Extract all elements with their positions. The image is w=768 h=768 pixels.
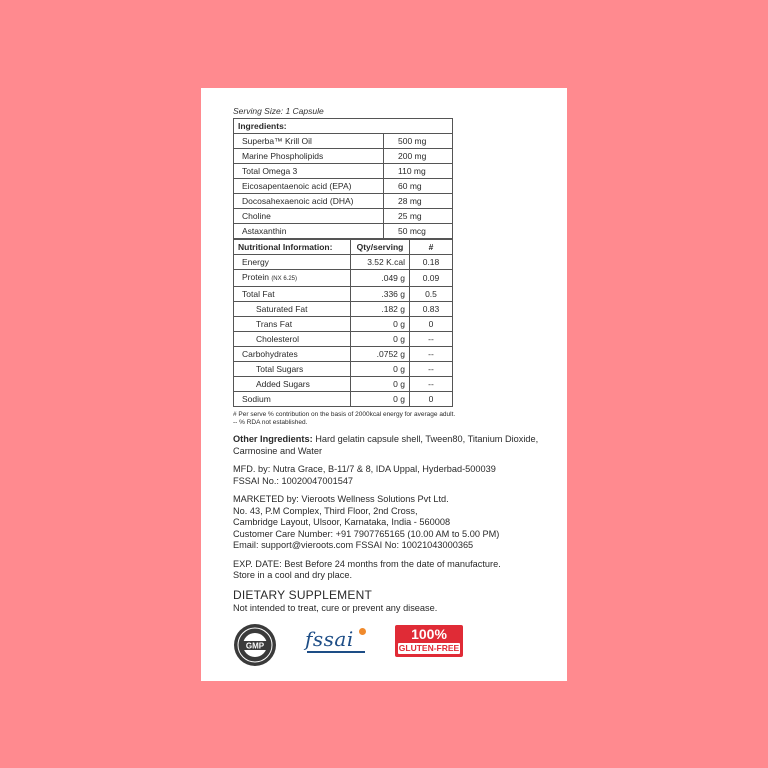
nutrition-header-name: Nutritional Information: — [234, 240, 351, 255]
ingredient-name: Astaxanthin — [234, 224, 384, 239]
ingredient-name: Superba™ Krill Oil — [234, 134, 384, 149]
nutrition-header-rda: # — [410, 240, 453, 255]
nutrition-header-qty: Qty/serving — [351, 240, 410, 255]
ingredients-table — [233, 118, 453, 239]
ingredient-row — [234, 194, 453, 209]
nutrient-qty: .182 g — [351, 302, 410, 317]
other-ingredients-label: Other Ingredients: — [233, 434, 313, 444]
nutrient-name-text: Energy — [242, 257, 269, 267]
ingredient-name: Total Omega 3 — [234, 164, 384, 179]
fssai-logo: fssai — [305, 627, 354, 651]
nutrient-rda: 0 — [410, 317, 453, 332]
nutrition-row — [234, 255, 453, 270]
nutrient-note: (NX 6.25) — [271, 276, 297, 282]
nutrition-row — [234, 377, 453, 392]
manufacturer-info — [233, 464, 543, 487]
ingredient-amount: 200 mg — [384, 149, 453, 164]
nutrient-qty: 0 g — [351, 362, 410, 377]
nutrient-qty: 0 g — [351, 392, 410, 407]
ingredient-row — [234, 164, 453, 179]
expiry-info — [233, 559, 543, 582]
nutrient-name — [234, 347, 351, 362]
nutrient-name-text: Added Sugars — [256, 379, 310, 389]
ingredient-amount: 110 mg — [384, 164, 453, 179]
nutrient-name — [234, 287, 351, 302]
marketed-line-3: Cambridge Layout, Ulsoor, Karnataka, India - 560008 — [233, 517, 451, 527]
nutrient-name-text: Sodium — [242, 394, 271, 404]
gluten-free-badge — [395, 625, 463, 657]
nutrient-qty: 3.52 K.cal — [351, 255, 410, 270]
dietary-title: DIETARY SUPPLEMENT — [233, 587, 372, 602]
nutrient-name-text: Protein — [242, 272, 269, 282]
ingredient-amount: 60 mg — [384, 179, 453, 194]
nutrient-rda: -- — [410, 362, 453, 377]
serving-size: Serving Size: 1 Capsule — [233, 106, 324, 116]
nutrition-row — [234, 392, 453, 407]
marketed-line-2: No. 43, P.M Complex, Third Floor, 2nd Cross, — [233, 505, 418, 516]
nutrient-name — [234, 270, 351, 287]
dietary-disclaimer: Not intended to treat, cure or prevent any disease. — [233, 602, 438, 613]
nutrient-qty: .336 g — [351, 287, 410, 302]
other-ingredients — [233, 434, 543, 457]
ingredient-amount: 28 mg — [384, 194, 453, 209]
fssai-leaf-icon — [359, 628, 366, 635]
nutrient-qty: .0752 g — [351, 347, 410, 362]
nutrient-name-text: Saturated Fat — [256, 304, 308, 314]
storage-instructions: Store in a cool and dry place. — [233, 570, 352, 580]
nutrient-name-text: Trans Fat — [256, 319, 293, 329]
footnote-rda-not-established: -- % RDA not established. — [233, 419, 308, 426]
nutrition-row — [234, 362, 453, 377]
nutrient-rda: 0.09 — [410, 270, 453, 287]
gluten-free-text: GLUTEN-FREE — [398, 643, 460, 653]
nutrition-row — [234, 270, 453, 287]
nutrient-name — [234, 255, 351, 270]
nutrient-qty: .049 g — [351, 270, 410, 287]
product-label — [201, 88, 567, 681]
nutrient-name — [234, 317, 351, 332]
ingredient-name: Eicosapentaenoic acid (EPA) — [234, 179, 384, 194]
nutrient-qty: 0 g — [351, 317, 410, 332]
gluten-free-percent: 100% — [411, 626, 447, 642]
footnote-rda-basis: # Per serve % contribution on the basis of 2000kcal energy for average adult. — [233, 411, 456, 418]
nutrient-name-text: Total Sugars — [256, 364, 304, 374]
ingredients-header: Ingredients: — [234, 119, 453, 134]
nutrition-table — [233, 239, 453, 407]
marketed-line-1: MARKETED by: Vieroots Wellness Solutions Pvt Ltd. — [233, 494, 449, 504]
nutrient-rda: 0.18 — [410, 255, 453, 270]
nutrition-row — [234, 317, 453, 332]
other-ingredients-text: Hard gelatin capsule shell, Tween80, Titanium Dioxide, Carmosine and Water — [233, 434, 539, 456]
customer-care: Customer Care Number: +91 7907765165 (10.00 AM to 5.00 PM) — [233, 528, 500, 539]
footnotes — [233, 411, 523, 427]
fssai-underline — [307, 651, 365, 653]
nutrient-name — [234, 332, 351, 347]
ingredient-name: Marine Phospholipids — [234, 149, 384, 164]
email-fssai: Email: support@vieroots.com FSSAI No: 10021043000365 — [233, 540, 474, 550]
ingredient-name: Docosahexaenoic acid (DHA) — [234, 194, 384, 209]
nutrient-name — [234, 377, 351, 392]
nutrient-name — [234, 302, 351, 317]
nutrient-rda: -- — [410, 332, 453, 347]
ingredient-amount: 50 mcg — [384, 224, 453, 239]
certification-logos — [233, 623, 533, 667]
marketer-info — [233, 494, 543, 552]
nutrition-row — [234, 287, 453, 302]
nutrition-row — [234, 347, 453, 362]
ingredient-row — [234, 149, 453, 164]
ingredient-amount: 25 mg — [384, 209, 453, 224]
ingredient-row — [234, 179, 453, 194]
mfd-line: MFD. by: Nutra Grace, B-11/7 & 8, IDA Uppal, Hyderbad-500039 — [233, 464, 496, 474]
ingredient-name: Choline — [234, 209, 384, 224]
nutrient-rda: -- — [410, 377, 453, 392]
nutrient-rda: -- — [410, 347, 453, 362]
ingredient-row — [234, 209, 453, 224]
nutrient-rda: 0.5 — [410, 287, 453, 302]
mfd-fssai: FSSAI No.: 10020047001547 — [233, 475, 354, 486]
nutrient-qty: 0 g — [351, 332, 410, 347]
ingredient-row — [234, 224, 453, 239]
nutrient-qty: 0 g — [351, 377, 410, 392]
ingredient-amount: 500 mg — [384, 134, 453, 149]
nutrient-name-text: Total Fat — [242, 289, 275, 299]
ingredient-row — [234, 134, 453, 149]
nutrient-name-text: Carbohydrates — [242, 349, 298, 359]
nutrient-name — [234, 362, 351, 377]
nutrient-rda: 0.83 — [410, 302, 453, 317]
gmp-text: GMP — [245, 641, 265, 651]
nutrient-name — [234, 392, 351, 407]
gmp-seal-icon — [233, 623, 277, 667]
expiry-date: EXP. DATE: Best Before 24 months from the date of manufacture. — [233, 558, 501, 569]
nutrient-name-text: Cholesterol — [256, 334, 299, 344]
nutrient-rda: 0 — [410, 392, 453, 407]
nutrition-row — [234, 302, 453, 317]
nutrition-row — [234, 332, 453, 347]
